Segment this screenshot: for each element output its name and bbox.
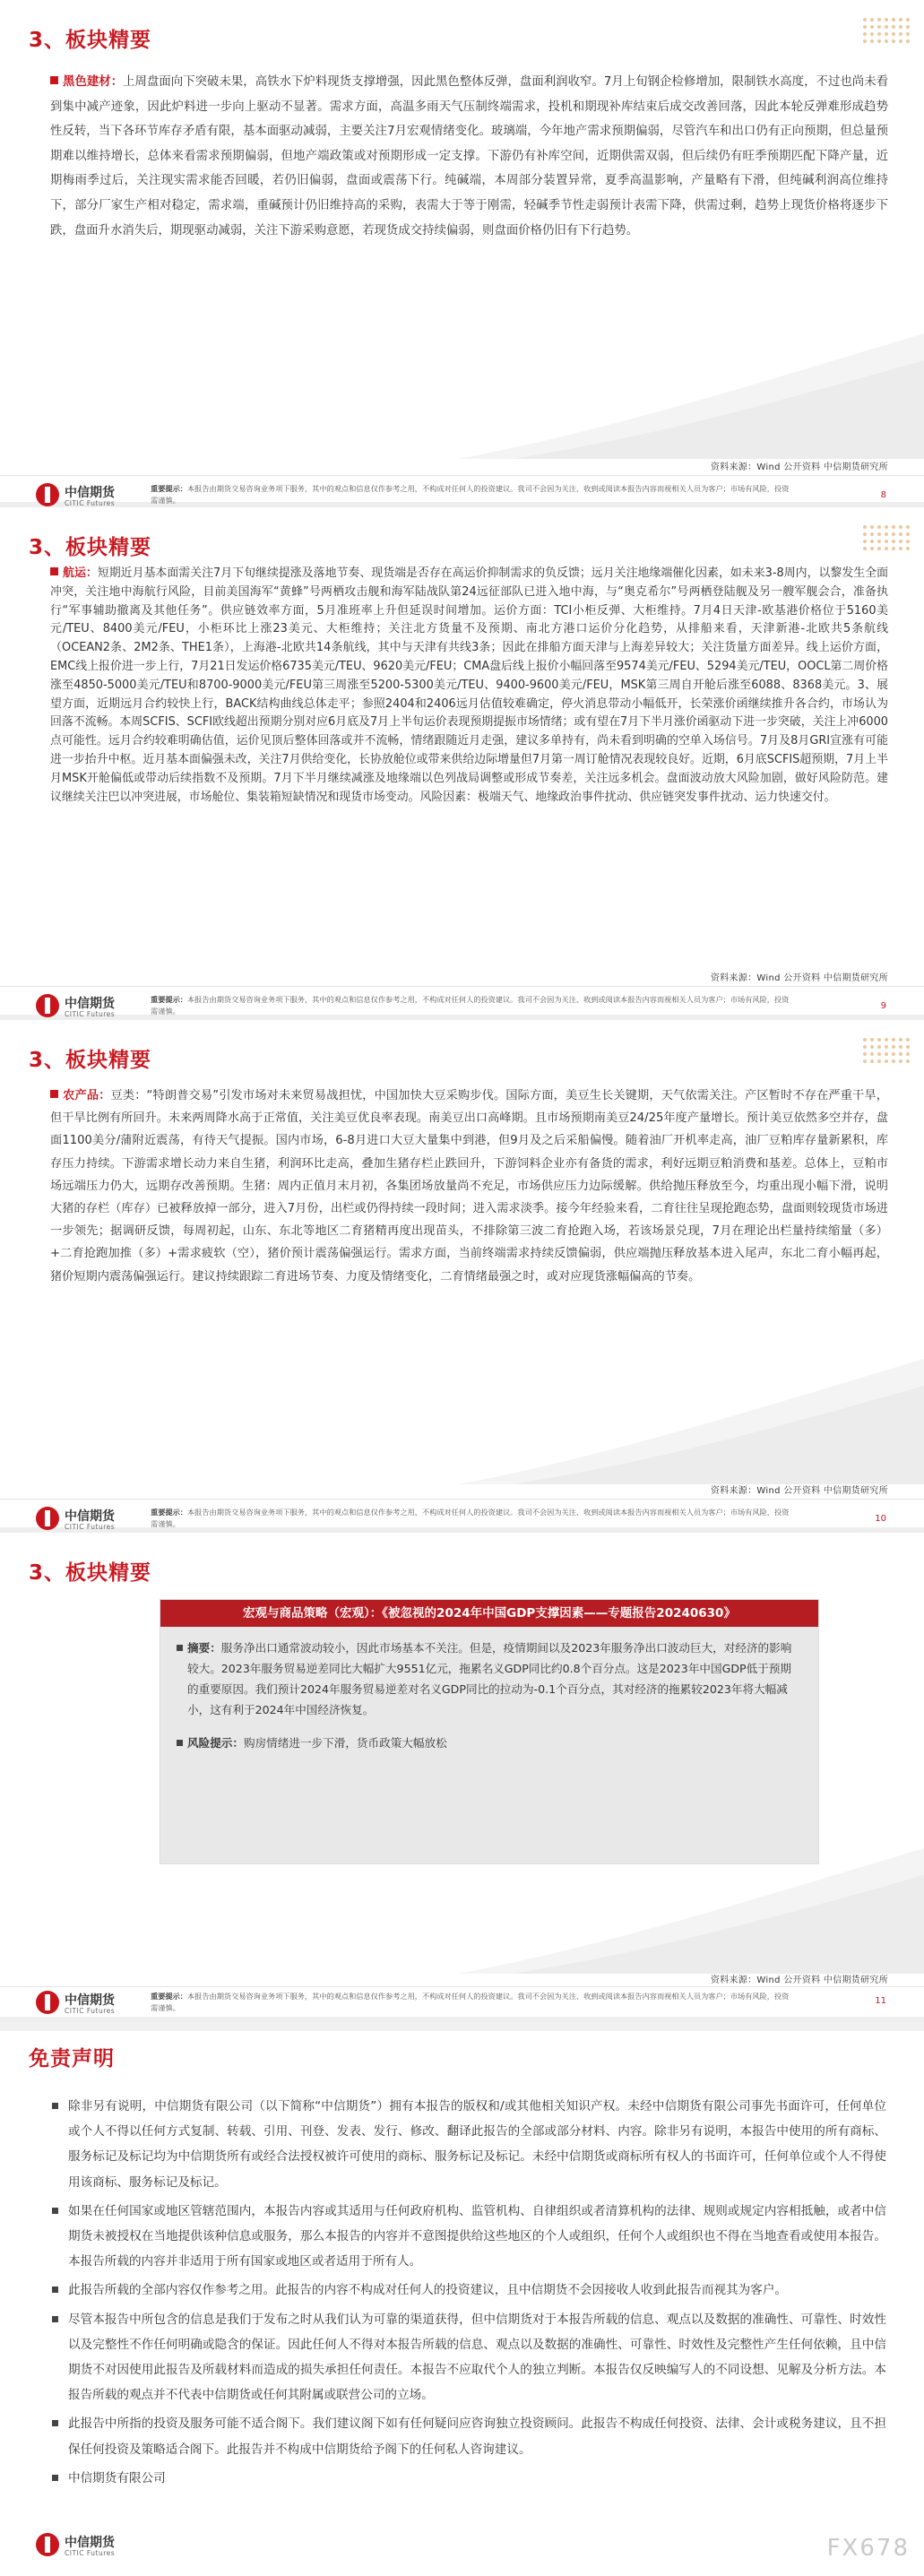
decorative-swoosh — [458, 1848, 924, 1974]
disclaimer-body — [52, 2094, 886, 2494]
report-page-10 — [0, 1020, 924, 1531]
bullet-square-icon — [52, 2103, 58, 2109]
logo-cn: 中信期货 — [65, 2536, 115, 2550]
logo-cn: 中信期货 — [65, 1993, 115, 2008]
page-number: 10 — [875, 1514, 886, 1524]
logo-en: CITIC Futures — [65, 1010, 116, 1018]
bullet-square-icon — [52, 2316, 58, 2322]
risk-text: 购房情绪进一步下滑，货币政策大幅放松 — [243, 1736, 447, 1750]
logo-en: CITIC Futures — [65, 499, 116, 507]
source-note: 资料来源：Wind 公开资料 中信期货研究所 — [710, 973, 888, 983]
logo-mark-icon — [36, 1507, 59, 1530]
disclaimer-item: 中信期货有限公司 — [52, 2466, 886, 2491]
decorative-dots — [861, 1036, 911, 1063]
logo-en: CITIC Futures — [65, 1523, 116, 1531]
bullet-square-icon — [177, 1740, 183, 1746]
bullet-square-icon — [52, 2286, 58, 2293]
report-summary-card — [160, 1599, 819, 1864]
disclaimer-item: 此报告所载的全部内容仅作参考之用。此报告的内容不构成对任何人的投资建议，且中信期货不会因接收人收到此报告而视其为客户。 — [52, 2278, 886, 2303]
report-page-11 — [0, 1533, 924, 2017]
bullet-square-icon — [50, 76, 58, 84]
decorative-swoosh — [458, 333, 924, 459]
bullet-square-icon — [177, 1645, 183, 1651]
page-number: 11 — [875, 1996, 886, 2006]
bullet-square-icon — [50, 1090, 58, 1098]
disclaimer-item: 尽管本报告中所包含的信息是我们于发布之时从我们认为可靠的渠道获得，但中信期货对于本报告所载的信息、观点以及数据的准确性、可靠性、时效性以及完整性不作任何明确或隐含的保证。因此任何人不得对本报告所载的信息、观点以及数据的准确性、可靠性、时效性及完整性产生任何依赖，且中信期货不对因使用此报告及所载材料而造成的损失承担任何责任。本报告不应取代个人的独立判断。本报告仅反映编写人的不同设想、见解及分析方法。本报告所载的观点并不代表中信期货或任何其附属或联营公司的立场。 — [52, 2307, 886, 2408]
page-title: 3、板块精要 — [29, 1049, 152, 1072]
summary-paragraph — [177, 1638, 802, 1720]
report-page-8 — [0, 0, 924, 507]
page-number: 9 — [880, 1001, 886, 1011]
citic-logo — [36, 1507, 143, 1535]
section-text: 短期近月基本面需关注7月下旬继续提涨及落地节奏、现货端是否存在高运价抑制需求的负反馈；远月关注地缘端催化因素，如未来3-8周内，以黎发生全面冲突，关注地中海航行风险，目前美国海军“黄蜂”号两栖攻击舰和海军陆战队第24远征部队已进入地中海，与“奥克希尔”号两栖登陆舰及另一艘军舰会合，准备执行“军事辅助撤离及其他任务”。供应链效率方面，5月准班率上升但延误时间增加。运价方面：TCI小柜反弹、大柜维持。7月4日天津-欧基港价格位于5160美元/TEU、8400美元/FEU，小柜环比上涨23美元、大柜维持；关注北方货量不及预期、南北方港口运价分化趋势，从排船来看，天津新港-北欧共5条航线（OCEAN2条、2M2条、THE1条），上海港-北欧共14条航线，其中与天津有共线3条；因此在排船方面天津与上海差异较大；关注货量方面差异。线上运价方面，EMC线上报价进一步上行，7月21日发运价格6735美元/TEU、9620美元/FEU；CMA盘后线上报价小幅回落至9574美元/FEU、5294美元/TEU，OOCL第二周价格涨至4850-5000美元/TEU和8700-9000美元/FEU第三周涨至5200-5300美元/TEU、9400-9600美元/FEU，MSK第三周自开舱后涨至6088、8368美元。3、展望方面，近期远月合约较快上行，BACK结构曲线总体走平；参照2404和2406远月估值较难确定，停火消息带动小幅低开，长荣涨价函继续推升各合约，市场认为回落不流畅。本周SCFIS、SCFI欧线超出预期分别对应6月底及7月上半旬运价表现预期提振市场情绪；或有望在7月下半月涨价函驱动下进一步突破，关注上冲6000点可能性。远月合约较难明确估值，运价见顶后整体回落或并不流畅，情绪跟随近月走强，建议多单持有，尚未看到明确的空单入场信号。7月及8月GRI宣涨有可能进一步抬升中枢。近月基本面偏强未改，关注7月供给变化，长协放舱位或带来供给边际增量但7月第一周订舱情况表现较良好。近期，6月底SCFIS超预期，7月上半月MSK开舱偏低或带动后续指数不及预期。7月下半月继续减涨及地缘端以色列战局调整或形成节奏差，关注远多机会。盘面波动放大风险加剧，做好风险防范。建议继续关注巴以冲突进展，市场舱位、集装箱短缺情况和现货市场变动。风险因素：极端天气、地缘政治事件扰动、供应链突发事件扰动、运力快速交付。 — [50, 566, 888, 804]
disclaimer-page — [0, 2022, 924, 2571]
card-title: 宏观与商品策略（宏观）：《被忽视的2024年中国GDP支撑因素——专题报告20240630》 — [160, 1600, 818, 1627]
disclaimer-item: 此报告中所指的投资及服务可能不适合阁下。我们建议阁下如有任何疑问应咨询独立投资顾问。此报告不构成任何投资、法律、会计或税务建议，且不担保任何投资及策略适合阁下。此报告并不构成中信期货给予阁下的任何私人咨询建议。 — [52, 2411, 886, 2461]
decorative-swoosh — [458, 1359, 924, 1484]
disclaimer-title: 免责声明 — [29, 2047, 115, 2070]
logo-cn: 中信期货 — [65, 486, 115, 500]
bullet-square-icon — [52, 2475, 58, 2481]
page-number: 8 — [880, 490, 886, 500]
logo-mark-icon — [36, 994, 59, 1017]
decorative-dots — [861, 523, 911, 550]
logo-mark-icon — [36, 1991, 59, 2014]
footer-notice: 重要提示：本报告由期货交易咨询业务项下服务，其中的观点和信息仅作参考之用，不构成对任何人的投资建议。我司不会因为关注、收到或阅读本报告内容而视相关人员为客户；市场有风险，投资需谨慎。 — [151, 1992, 790, 2012]
logo-cn: 中信期货 — [65, 997, 115, 1011]
section-body — [50, 565, 888, 807]
decorative-dots — [861, 16, 911, 43]
bullet-square-icon — [52, 2208, 58, 2214]
logo-en: CITIC Futures — [65, 2007, 116, 2015]
disclaimer-item: 除非另有说明，中信期货有限公司（以下简称“中信期货”）拥有本报告的版权和/或其他相关知识产权。未经中信期货有限公司事先书面许可，任何单位或个人不得以任何方式复制、转载、引用、刊登、发表、发行、修改、翻译此报告的全部或部分材料、内容。除非另有说明，本报告中使用的所有商标、服务标记及标记均为中信期货所有或经合法授权被许可使用的商标、服务标记及标记。未经中信期货或商标所有权人的书面许可，任何单位或个人不得使用该商标、服务标记及标记。 — [52, 2094, 886, 2195]
section-text: 豆类：“特朗普交易”引发市场对未来贸易战担忧，中国加快大豆采购步伐。国际方面，美豆生长关键期，天气依需关注。产区暂时不存在严重干旱，但干旱比例有所回升。未来两周降水高于正常值，关注美豆优良率表现。南美豆出口高峰期。且市场预期南美豆24/25年度产量增长。预计美豆依然多空并存，盘面1100美分/蒲附近震荡，有待天气提振。国内市场，6-8月进口大豆大量集中到港，但9月及之后采船偏慢。随着油厂开机率走高，油厂豆粕库存量新累积，库存压力持续。下游需求增长动力来自生猪，利润环比走高，叠加生猪存栏止跌回升，下游饲料企业亦有备货的需求，利好远期豆粕消费和基差。总体上，豆粕市场远端压力仍大，远期存改善预期。生猪：周内正值月末月初，各集团场放量尚不充足，市场供应压力边际缓解。供给抛压释放至今，均重出现小幅下滑，说明大猪的存栏（库存）已被释放掉一部分，进入7月份，出栏或仍得持续一段时间；进入需求淡季。接今年经验来看，二育往往呈现抢跑态势，盘面则较现货市场进一步领先；据调研反馈，每周初起，山东、东北等地区二育猪精再度出现苗头，不排除第三波二育抢跑入场，若该场景兑现，7月在理论出栏量持续缩量（多）+二育抢跑加推（多）+需求疲软（空），猪价预计震荡偏强运行。需求方面，当前终端需求持续反馈偏弱，供应端抛压释放基本进入尾声，东北二育小幅再起，猪价短期内震荡偏强运行。建议持续跟踪二育进场节奏、力度及情绪变化，二育情绪最强之时，或对应现货涨幅偏高的节奏。 — [50, 1089, 888, 1284]
source-note: 资料来源：Wind 公开资料 中信期货研究所 — [710, 1486, 888, 1496]
section-body — [50, 1085, 888, 1288]
footer-notice: 重要提示：本报告由期货交易咨询业务项下服务，其中的观点和信息仅作参考之用，不构成对任何人的投资建议。我司不会因为关注、收到或阅读本报告内容而视相关人员为客户；市场有风险，投资需谨慎。 — [151, 484, 790, 505]
risk-paragraph — [177, 1733, 802, 1753]
report-page-9 — [0, 507, 924, 1018]
logo-en: CITIC Futures — [65, 2549, 116, 2557]
page-title: 3、板块精要 — [29, 536, 152, 559]
summary-tag: 摘要： — [187, 1641, 221, 1655]
source-note: 资料来源：Wind 公开资料 中信期货研究所 — [710, 462, 888, 472]
section-tag: 黑色建材： — [63, 75, 124, 89]
section-tag: 航运： — [63, 566, 98, 580]
footer-notice: 重要提示：本报告由期货交易咨询业务项下服务，其中的观点和信息仅作参考之用，不构成对任何人的投资建议。我司不会因为关注、收到或阅读本报告内容而视相关人员为客户；市场有风险，投资需谨慎。 — [151, 995, 790, 1016]
source-note: 资料来源：Wind 公开资料 中信期货研究所 — [710, 1975, 888, 1985]
watermark: FX678 — [826, 2535, 910, 2562]
bullet-square-icon — [50, 567, 58, 575]
footer-notice: 重要提示：本报告由期货交易咨询业务项下服务，其中的观点和信息仅作参考之用，不构成对任何人的投资建议。我司不会因为关注、收到或阅读本报告内容而视相关人员为客户；市场有风险，投资需谨慎。 — [151, 1508, 790, 1528]
section-text: 上周盘面向下突破未果，高铁水下炉料现货支撑增强，因此黑色整体反弹，盘面利润收窄。7月上旬钢企检修增加，限制铁水高度，不过也尚未看到集中减产迹象，因此炉料进一步向上驱动不显著。需求方面，高温多雨天气压制终端需求，投机和期现补库结束后成交改善回落，因此本轮反弹难形成趋势性反转，当下各环节库存矛盾有限，基本面驱动减弱，主要关注7月宏观情绪变化。玻璃端，今年地产需求预期偏弱，尽管汽车和出口仍有正向预期，但总量预期难以维持增长，总体来看需求预期偏弱，但地产端政策或对预期形成一定支撑。下游仍有补库空间，近期供需双弱，但后续仍有旺季预期匹配下降产量，近期梅雨季过后，关注现实需求能否回暖，若仍旧偏弱，盘面或震荡下行。纯碱端，本周部分装置异常，夏季高温影响，产量略有下滑，但纯碱利润高位维持下，部分厂家生产相对稳定，需求端，重碱预计仍旧维持高的采购，表需大于等于刚需，轻碱季节性走弱预计表需下降，供需过剩，趋势上现货价格将逐步下跌，盘面升水消失后，期现驱动减弱，关注下游采购意愿，若现货成交持续偏弱，则盘面价格仍旧有下行趋势。 — [50, 75, 889, 238]
section-body — [50, 70, 888, 243]
page-footer — [0, 1986, 924, 2017]
logo-cn: 中信期货 — [65, 1509, 115, 1524]
section-tag: 农产品： — [63, 1089, 111, 1102]
top-bar — [0, 2022, 924, 2031]
card-body — [160, 1627, 818, 1753]
summary-text: 服务净出口通常波动较小，因此市场基本不关注。但是，疫情期间以及2023年服务净出口波动巨大，对经济的影响较大。2023年服务贸易逆差同比大幅扩大9551亿元，拖累名义GDP同比约0.8个百分点。这是2023年中国GDP低于预期的重要原因。我们预计2024年服务贸易逆差对名义GDP同比的拉动为-0.1个百分点，其对经济的拖累较2023年将大幅减小，这有利于2024年中国经济恢复。 — [187, 1641, 792, 1716]
page-title: 3、板块精要 — [29, 29, 152, 52]
page-title: 3、板块精要 — [29, 1561, 152, 1585]
risk-tag: 风险提示： — [187, 1736, 244, 1750]
citic-logo — [36, 1991, 143, 2019]
logo-mark-icon — [36, 2533, 59, 2556]
bullet-square-icon — [52, 2420, 58, 2426]
citic-logo — [36, 2533, 143, 2562]
citic-logo — [36, 994, 143, 1023]
disclaimer-item: 如果在任何国家或地区管辖范围内，本报告内容或其适用与任何政府机构、监管机构、自律组织或者清算机构的法律、规则或规定内容相抵触，或者中信期货未被授权在当地提供该种信息或服务，那么本报告的内容并不意图提供给这些地区的个人或组织，任何个人或组织也不得在当地查看或使用本报告。本报告所载的内容并非适用于所有国家或地区或者适用于所有人。 — [52, 2199, 886, 2275]
logo-mark-icon — [36, 483, 59, 506]
